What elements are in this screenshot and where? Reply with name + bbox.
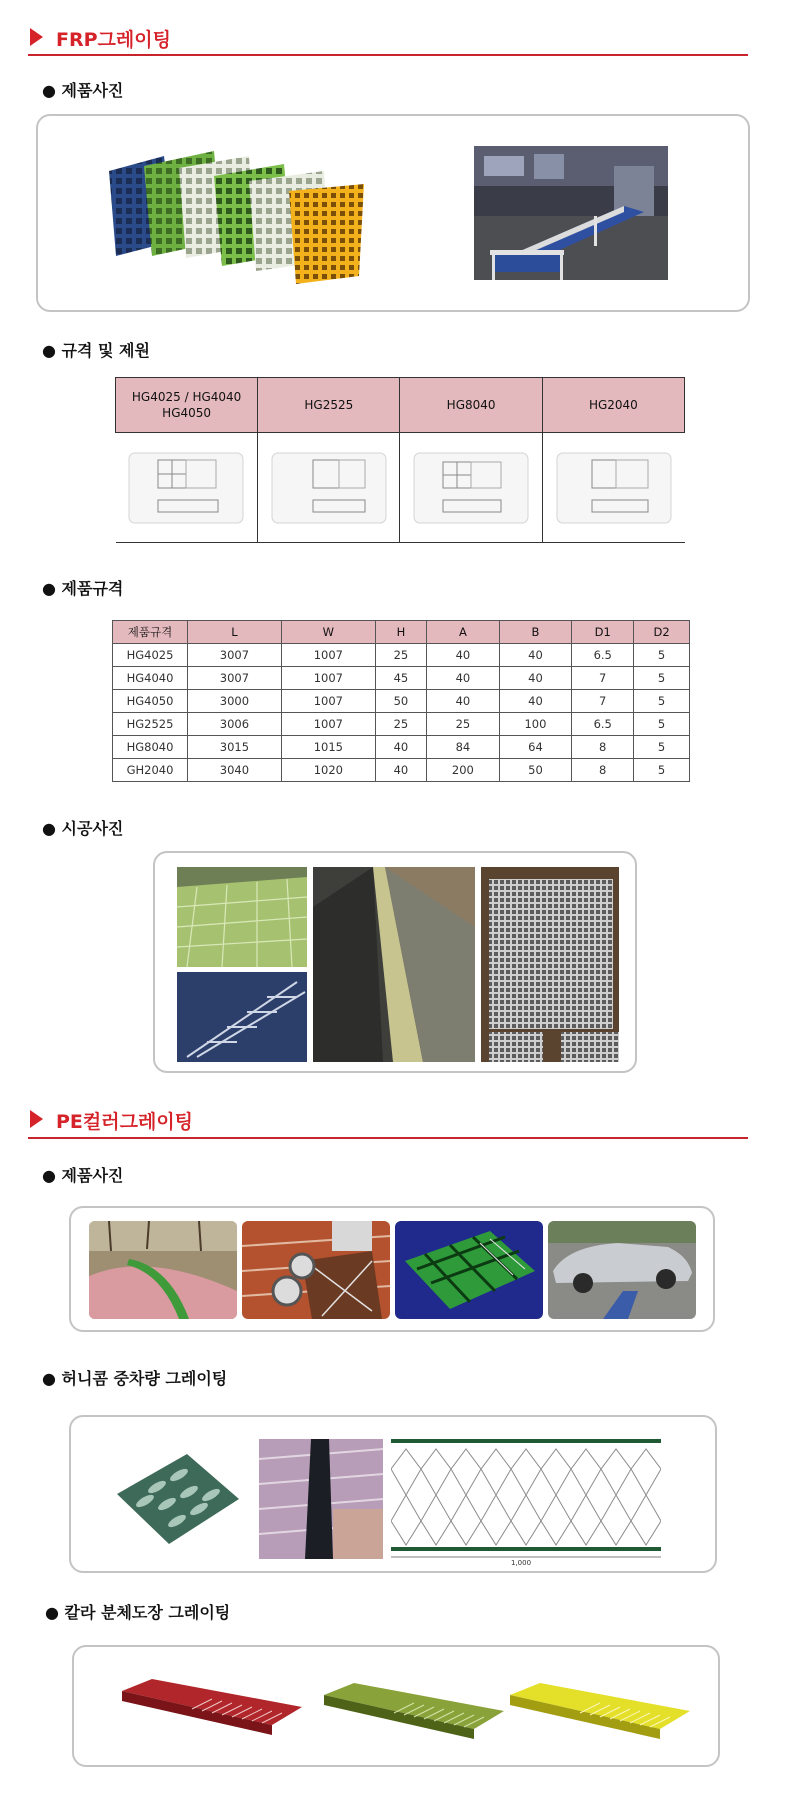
honeycomb-drawing (391, 1439, 661, 1561)
frp-photos-box (36, 114, 750, 312)
table-cell: 40 (427, 667, 500, 690)
table-cell: 3000 (188, 690, 282, 713)
table-cell: 3015 (188, 736, 282, 759)
table-row (113, 759, 690, 782)
honeycomb-brick-path-photo (259, 1439, 383, 1559)
table-cell: HG4025 (113, 644, 188, 667)
table-cell: 50 (375, 690, 426, 713)
powder-heading: ● 칼라 분체도장 그레이팅 (45, 1603, 231, 1622)
table-cell: 200 (427, 759, 500, 782)
table-cell: 40 (499, 667, 572, 690)
table-row (113, 736, 690, 759)
frp-grating-stack-image (104, 146, 374, 286)
honeycomb-grating-image (117, 1449, 239, 1549)
powder-coated-box (72, 1645, 720, 1767)
table-cell: 1015 (281, 736, 375, 759)
technical-drawing-icon (413, 452, 529, 524)
table-cell: 100 (499, 713, 572, 736)
pe-photos-heading: ● 제품사진 (42, 1166, 124, 1185)
model-header-2: HG2525 (258, 378, 400, 433)
table-cell: 5 (634, 713, 690, 736)
table-cell: 84 (427, 736, 500, 759)
pe-green-grating-photo (395, 1221, 543, 1319)
install-photos-box (153, 851, 637, 1073)
table-cell: 1007 (281, 713, 375, 736)
table-cell: 1007 (281, 667, 375, 690)
table-cell: 3006 (188, 713, 282, 736)
table-cell: HG2525 (113, 713, 188, 736)
model-header-3: HG8040 (400, 378, 542, 433)
spec-col-header: A (427, 621, 500, 644)
frp-photos-heading: ● 제품사진 (42, 81, 124, 100)
table-cell: 6.5 (572, 713, 634, 736)
table-cell: 25 (375, 713, 426, 736)
table-cell: 5 (634, 667, 690, 690)
table-cell: 25 (427, 713, 500, 736)
dimensions-heading: ● 규격 및 제원 (42, 341, 150, 360)
section-arrow-icon (30, 28, 43, 46)
table-cell: 40 (499, 644, 572, 667)
spec-col-header: 제품규격 (113, 621, 188, 644)
spec-col-header: W (281, 621, 375, 644)
red-grating-image (122, 1679, 302, 1737)
honeycomb-heading: ● 허니콤 중차량 그레이팅 (42, 1369, 228, 1388)
drawing-cell (542, 433, 684, 543)
install-rooftop-photo (177, 867, 307, 967)
section-arrow-icon (30, 1110, 43, 1128)
table-cell: 5 (634, 690, 690, 713)
drawing-cell (116, 433, 258, 543)
table-cell: 25 (375, 644, 426, 667)
install-street-trench-photo (313, 867, 475, 1062)
table-cell: 1007 (281, 690, 375, 713)
table-cell: 3007 (188, 667, 282, 690)
table-cell: 8 (572, 736, 634, 759)
table-cell: 64 (499, 736, 572, 759)
install-heading: ● 시공사진 (42, 819, 124, 838)
drawing-cell (258, 433, 400, 543)
spec-col-header: B (499, 621, 572, 644)
pe-car-drain-photo (548, 1221, 696, 1319)
yellow-grating-image (510, 1683, 690, 1741)
table-cell: 5 (634, 759, 690, 782)
table-row (113, 667, 690, 690)
table-cell: 40 (499, 690, 572, 713)
frp-factory-photo (474, 146, 668, 280)
table-cell: 40 (427, 644, 500, 667)
table-row (113, 690, 690, 713)
table-cell: 40 (375, 759, 426, 782)
table-row (113, 713, 690, 736)
table-cell: 50 (499, 759, 572, 782)
install-platform-grating-photo (481, 867, 619, 1062)
pe-brick-wheel-photo (242, 1221, 390, 1319)
table-cell: 6.5 (572, 644, 634, 667)
install-stairs-photo (177, 972, 307, 1062)
pe-section-title: PE컬러그레이팅 (56, 1111, 194, 1133)
table-cell: 3007 (188, 644, 282, 667)
table-cell: HG4040 (113, 667, 188, 690)
spec-heading: ● 제품규격 (42, 579, 124, 598)
table-cell: 40 (375, 736, 426, 759)
table-cell: HG8040 (113, 736, 188, 759)
pe-park-path-photo (89, 1221, 237, 1319)
spec-table (112, 620, 690, 782)
model-header-1: HG4025 / HG4040 HG4050 (116, 378, 258, 433)
frp-section-divider (28, 54, 748, 56)
model-header-4: HG2040 (542, 378, 684, 433)
technical-drawing-icon (128, 452, 244, 524)
table-cell: 40 (427, 690, 500, 713)
pe-section-divider (28, 1137, 748, 1139)
pe-photos-box (69, 1206, 715, 1332)
dimensions-table (115, 377, 685, 543)
table-cell: 1020 (281, 759, 375, 782)
table-cell: 5 (634, 736, 690, 759)
drawing-cell (400, 433, 542, 543)
technical-drawing-icon (556, 452, 672, 524)
technical-drawing-icon (271, 452, 387, 524)
table-cell: 5 (634, 644, 690, 667)
table-cell: 45 (375, 667, 426, 690)
table-cell: 7 (572, 667, 634, 690)
honeycomb-dimension-label: 1,000 (511, 1559, 532, 1567)
table-cell: GH2040 (113, 759, 188, 782)
table-cell: 8 (572, 759, 634, 782)
table-cell: 3040 (188, 759, 282, 782)
table-cell: HG4050 (113, 690, 188, 713)
frp-section-title: FRP그레이팅 (56, 29, 171, 51)
honeycomb-box (69, 1415, 717, 1573)
table-cell: 7 (572, 690, 634, 713)
spec-col-header: L (188, 621, 282, 644)
table-row (113, 644, 690, 667)
spec-col-header: D1 (572, 621, 634, 644)
green-grating-image (324, 1683, 504, 1741)
table-cell: 1007 (281, 644, 375, 667)
spec-col-header: H (375, 621, 426, 644)
spec-col-header: D2 (634, 621, 690, 644)
